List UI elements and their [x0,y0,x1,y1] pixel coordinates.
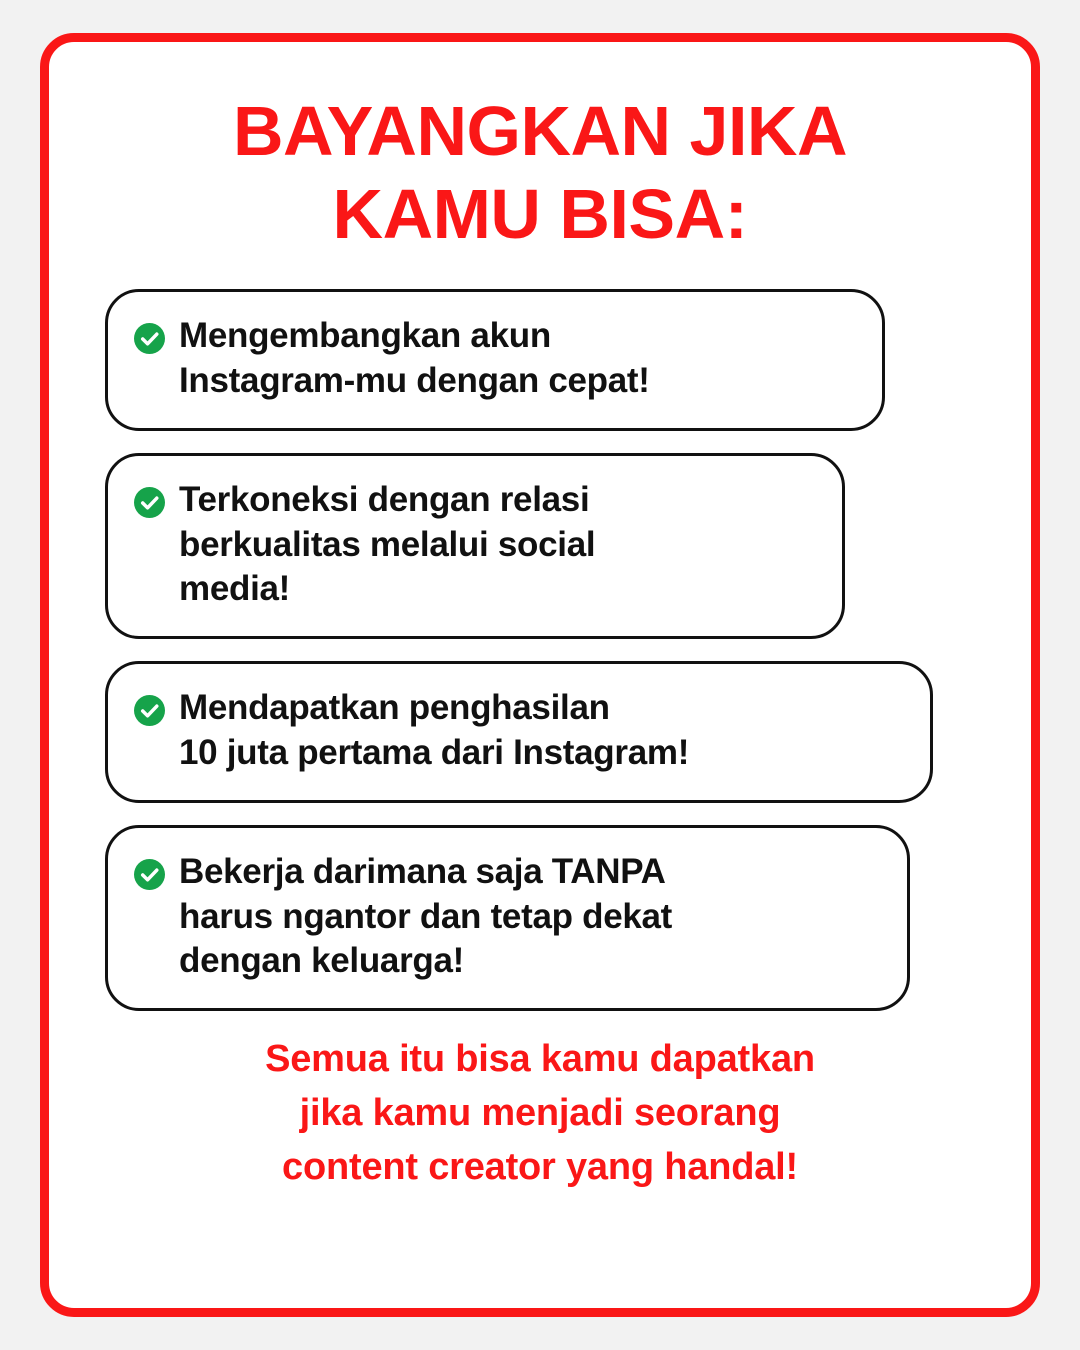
list-item-line-1: Bekerja darimana saja TANPA [179,851,666,891]
list-item-line-1: Mendapatkan penghasilan [179,688,610,728]
list-item [105,453,845,639]
list-item-line-2: berkualitas melalui social [179,524,596,564]
list-item-line-2: Instagram-mu dengan cepat! [179,360,650,400]
list-item [105,661,933,803]
check-circle-icon [134,323,165,354]
list-item-line-2: 10 juta pertama dari Instagram! [179,732,690,772]
list-item [105,825,910,1011]
footer-message [119,1033,961,1195]
footer-line-1: Semua itu bisa kamu dapatkan [265,1038,815,1081]
check-circle-icon [134,487,165,518]
headline-line-2: KAMU BISA: [332,174,748,253]
list-item-line-3: dengan keluarga! [179,941,464,981]
list-item [105,289,885,431]
poster-card [40,33,1040,1317]
headline-line-1: BAYANGKAN JIKA [232,92,848,170]
benefit-list [105,289,975,1011]
footer-line-2: jika kamu menjadi seorang [299,1092,781,1135]
list-item-text [179,850,672,984]
check-circle-icon [134,859,165,890]
list-item-line-1: Terkoneksi dengan relasi [179,479,590,519]
check-circle-icon [134,695,165,726]
list-item-line-1: Mengembangkan akun [179,316,551,356]
list-item-line-3: media! [179,569,291,609]
list-item-text [179,686,689,776]
list-item-line-2: harus ngantor dan tetap dekat [179,896,673,936]
list-item-text [179,314,650,404]
page-title [99,90,981,255]
footer-line-3: content creator yang handal! [282,1146,798,1189]
list-item-text [179,478,595,612]
